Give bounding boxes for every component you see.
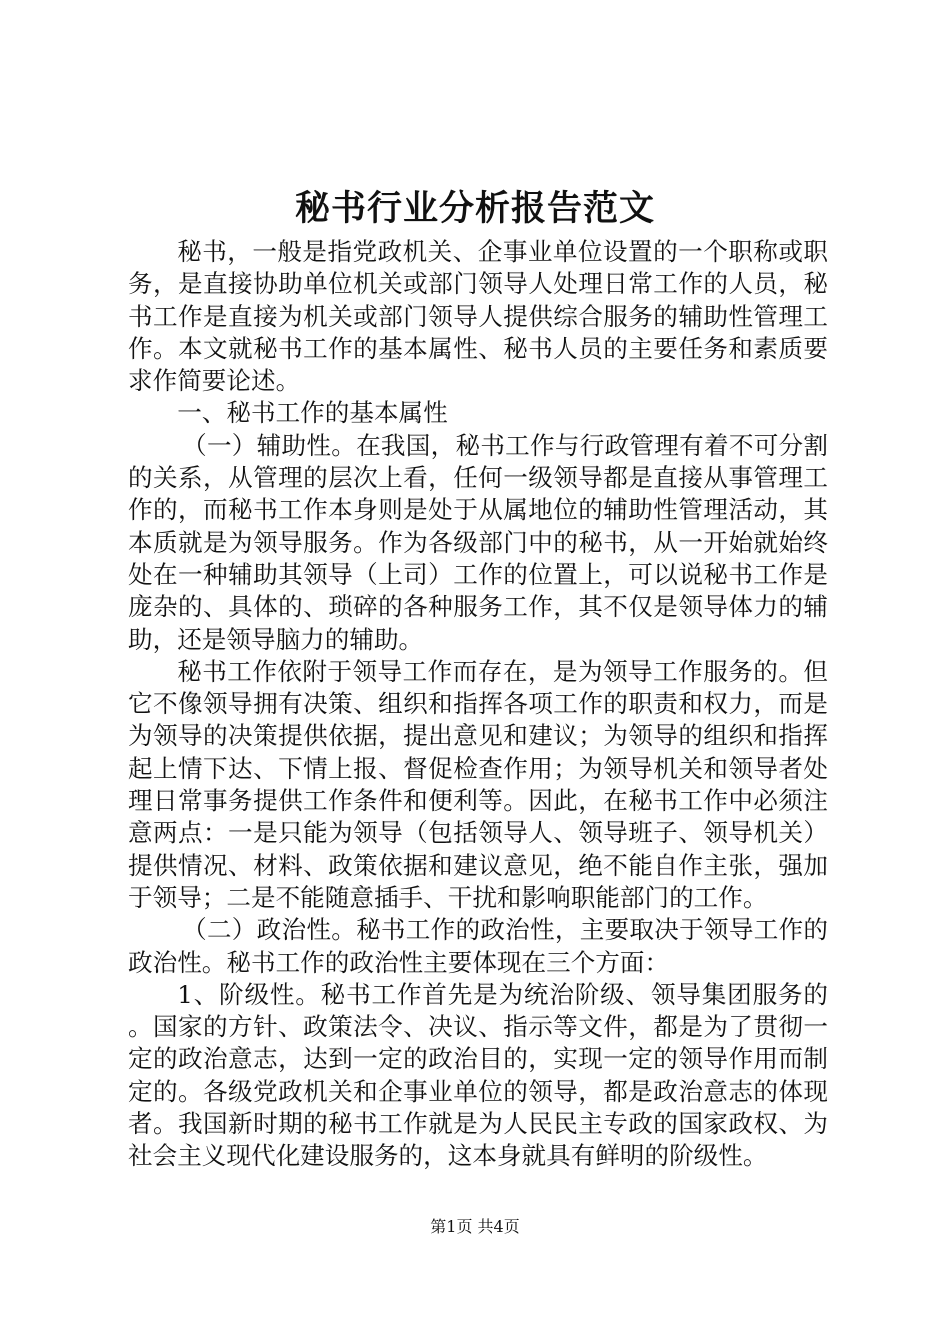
paragraph-body: 秘书工作依附于领导工作而存在，是为领导工作服务的。但它不像领导拥有决策、组织和指挥各项工作的职责和权力，而是为领导的决策提供依据，提出意见和建议；为领导的组织和指挥起上情下达、下情上报、督促检查作用；为领导机关和领导者处理日常事务提供工作条件和便利等。因此，在秘书工作中必须注意两点：一是只能为领导（包括领导人、领导班子、领导机关）提供情况、材料、政策依据和建议意见，绝不能自作主张，强加于领导；二是不能随意插手、干扰和影响职能部门的工作。 (128, 656, 828, 912)
document-body (128, 236, 828, 1173)
paragraph-subsection-1: （一）辅助性。在我国，秘书工作与行政管理有着不可分割的关系，从管理的层次上看，任何一级领导都是直接从事管理工作的，而秘书工作本身则是处于从属地位的辅助性管理活动，其本质就是为领导服务。作为各级部门中的秘书，从一开始就始终处在一种辅助其领导（上司）工作的位置上，可以说秘书工作是庞杂的、具体的、琐碎的各种服务工作，其不仅是领导体力的辅助，还是领导脑力的辅助。 (128, 430, 828, 654)
paragraph-intro: 秘书，一般是指党政机关、企事业单位设置的一个职称或职务，是直接协助单位机关或部门领导人处理日常工作的人员，秘书工作是直接为机关或部门领导人提供综合服务的辅助性管理工作。本文就秘书工作的基本属性、秘书人员的主要任务和素质要求作简要论述。 (128, 237, 828, 396)
paragraph-item-1: 1、阶级性。秘书工作首先是为统治阶级、领导集团服务的。国家的方针、政策法令、决议、指示等文件，都是为了贯彻一定的政治意志，达到一定的政治目的，实现一定的领导作用而制定的。各级党政机关和企事业单位的领导，都是政治意志的体现者。我国新时期的秘书工作就是为人民民主专政的国家政权、为社会主义现代化建设服务的，这本身就具有鲜明的阶级性。 (128, 979, 828, 1171)
page-footer: 第1页 共4页 (430, 1217, 520, 1236)
section-heading: 一、秘书工作的基本属性 (177, 398, 448, 428)
document-title: 秘书行业分析报告范文 (294, 188, 655, 229)
paragraph-subsection-2: （二）政治性。秘书工作的政治性，主要取决于领导工作的政治性。秘书工作的政治性主要体现在三个方面： (128, 915, 828, 977)
